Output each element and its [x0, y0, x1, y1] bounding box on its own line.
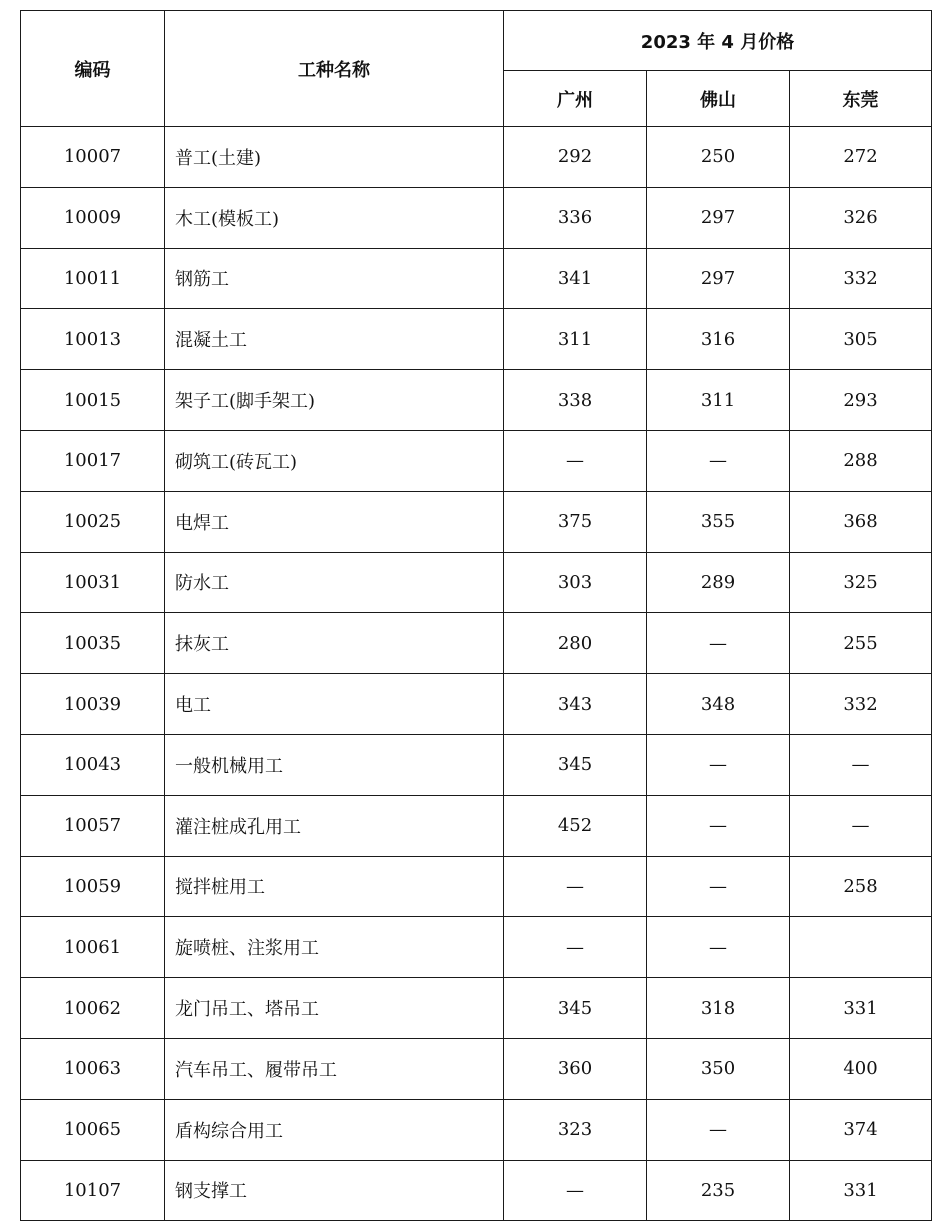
cell-price-foshan: —	[647, 613, 790, 674]
cell-name: 钢筋工	[165, 248, 504, 309]
cell-name: 木工(模板工)	[165, 187, 504, 248]
cell-price-foshan: 318	[647, 978, 790, 1039]
cell-name: 混凝土工	[165, 309, 504, 370]
cell-price-dongguan: —	[790, 795, 932, 856]
labor-price-table	[20, 10, 932, 1221]
table-row	[21, 491, 932, 552]
table-header	[21, 11, 932, 127]
cell-price-guangzhou: 343	[504, 674, 647, 735]
cell-price-guangzhou: 341	[504, 248, 647, 309]
cell-name: 架子工(脚手架工)	[165, 370, 504, 431]
cell-price-dongguan: 368	[790, 491, 932, 552]
cell-price-guangzhou: 280	[504, 613, 647, 674]
cell-price-dongguan: 305	[790, 309, 932, 370]
cell-name: 汽车吊工、履带吊工	[165, 1038, 504, 1099]
cell-price-foshan: 235	[647, 1160, 790, 1221]
cell-price-foshan: 350	[647, 1038, 790, 1099]
cell-name: 防水工	[165, 552, 504, 613]
table-row	[21, 248, 932, 309]
table-row	[21, 734, 932, 795]
cell-price-dongguan: 326	[790, 187, 932, 248]
cell-price-dongguan: 332	[790, 674, 932, 735]
table-row	[21, 187, 932, 248]
cell-price-guangzhou: 345	[504, 978, 647, 1039]
cell-price-foshan: —	[647, 1099, 790, 1160]
cell-name: 砌筑工(砖瓦工)	[165, 430, 504, 491]
cell-price-guangzhou: 345	[504, 734, 647, 795]
cell-code: 10015	[21, 370, 165, 431]
cell-price-guangzhou: —	[504, 1160, 647, 1221]
cell-code: 10017	[21, 430, 165, 491]
header-name: 工种名称	[165, 11, 504, 127]
cell-price-foshan: 250	[647, 127, 790, 188]
cell-price-dongguan: 331	[790, 978, 932, 1039]
cell-code: 10025	[21, 491, 165, 552]
cell-code: 10065	[21, 1099, 165, 1160]
cell-code: 10057	[21, 795, 165, 856]
cell-name: 搅拌桩用工	[165, 856, 504, 917]
cell-name: 电焊工	[165, 491, 504, 552]
cell-price-foshan: 289	[647, 552, 790, 613]
cell-code: 10031	[21, 552, 165, 613]
table-body	[21, 127, 932, 1221]
cell-price-guangzhou: —	[504, 917, 647, 978]
price-table-sheet	[20, 10, 932, 1221]
cell-price-dongguan: 255	[790, 613, 932, 674]
table-row	[21, 370, 932, 431]
table-row	[21, 674, 932, 735]
cell-price-foshan: 311	[647, 370, 790, 431]
table-row	[21, 1099, 932, 1160]
table-row	[21, 917, 932, 978]
cell-name: 钢支撑工	[165, 1160, 504, 1221]
cell-name: 龙门吊工、塔吊工	[165, 978, 504, 1039]
cell-price-foshan: —	[647, 795, 790, 856]
header-city-foshan: 佛山	[647, 71, 790, 127]
cell-price-dongguan: 258	[790, 856, 932, 917]
cell-price-dongguan: 293	[790, 370, 932, 431]
cell-name: 抹灰工	[165, 613, 504, 674]
header-price-group: 2023 年 4 月价格	[504, 11, 932, 71]
cell-price-guangzhou: —	[504, 856, 647, 917]
header-code: 编码	[21, 11, 165, 127]
cell-price-dongguan: 332	[790, 248, 932, 309]
cell-code: 10063	[21, 1038, 165, 1099]
table-row	[21, 978, 932, 1039]
cell-price-guangzhou: 360	[504, 1038, 647, 1099]
table-row	[21, 127, 932, 188]
cell-code: 10062	[21, 978, 165, 1039]
cell-name: 灌注桩成孔用工	[165, 795, 504, 856]
cell-price-dongguan: 331	[790, 1160, 932, 1221]
cell-code: 10035	[21, 613, 165, 674]
cell-name: 一般机械用工	[165, 734, 504, 795]
cell-price-guangzhou: 336	[504, 187, 647, 248]
cell-price-foshan: —	[647, 917, 790, 978]
cell-price-guangzhou: 338	[504, 370, 647, 431]
cell-price-guangzhou: 375	[504, 491, 647, 552]
cell-price-foshan: 297	[647, 187, 790, 248]
cell-name: 旋喷桩、注浆用工	[165, 917, 504, 978]
cell-price-dongguan: 288	[790, 430, 932, 491]
table-row	[21, 430, 932, 491]
cell-price-foshan: —	[647, 430, 790, 491]
cell-code: 10059	[21, 856, 165, 917]
table-row	[21, 552, 932, 613]
cell-price-foshan: 348	[647, 674, 790, 735]
cell-price-guangzhou: —	[504, 430, 647, 491]
cell-price-dongguan: 272	[790, 127, 932, 188]
header-row-1	[21, 11, 932, 71]
cell-price-dongguan: 374	[790, 1099, 932, 1160]
cell-name: 普工(土建)	[165, 127, 504, 188]
cell-price-foshan: —	[647, 734, 790, 795]
cell-price-dongguan: 400	[790, 1038, 932, 1099]
cell-code: 10039	[21, 674, 165, 735]
cell-price-foshan: 355	[647, 491, 790, 552]
table-row	[21, 795, 932, 856]
cell-price-guangzhou: 303	[504, 552, 647, 613]
cell-code: 10009	[21, 187, 165, 248]
table-row	[21, 1038, 932, 1099]
cell-code: 10011	[21, 248, 165, 309]
cell-name: 盾构综合用工	[165, 1099, 504, 1160]
table-row	[21, 613, 932, 674]
cell-code: 10043	[21, 734, 165, 795]
cell-price-guangzhou: 323	[504, 1099, 647, 1160]
cell-code: 10061	[21, 917, 165, 978]
table-row	[21, 309, 932, 370]
cell-price-dongguan: —	[790, 734, 932, 795]
table-row	[21, 856, 932, 917]
cell-price-foshan: 297	[647, 248, 790, 309]
cell-code: 10013	[21, 309, 165, 370]
cell-price-guangzhou: 311	[504, 309, 647, 370]
cell-price-guangzhou: 292	[504, 127, 647, 188]
cell-code: 10007	[21, 127, 165, 188]
cell-price-dongguan	[790, 917, 932, 978]
cell-price-guangzhou: 452	[504, 795, 647, 856]
header-city-guangzhou: 广州	[504, 71, 647, 127]
cell-code: 10107	[21, 1160, 165, 1221]
header-city-dongguan: 东莞	[790, 71, 932, 127]
cell-price-foshan: 316	[647, 309, 790, 370]
cell-name: 电工	[165, 674, 504, 735]
cell-price-foshan: —	[647, 856, 790, 917]
cell-price-dongguan: 325	[790, 552, 932, 613]
table-row	[21, 1160, 932, 1221]
